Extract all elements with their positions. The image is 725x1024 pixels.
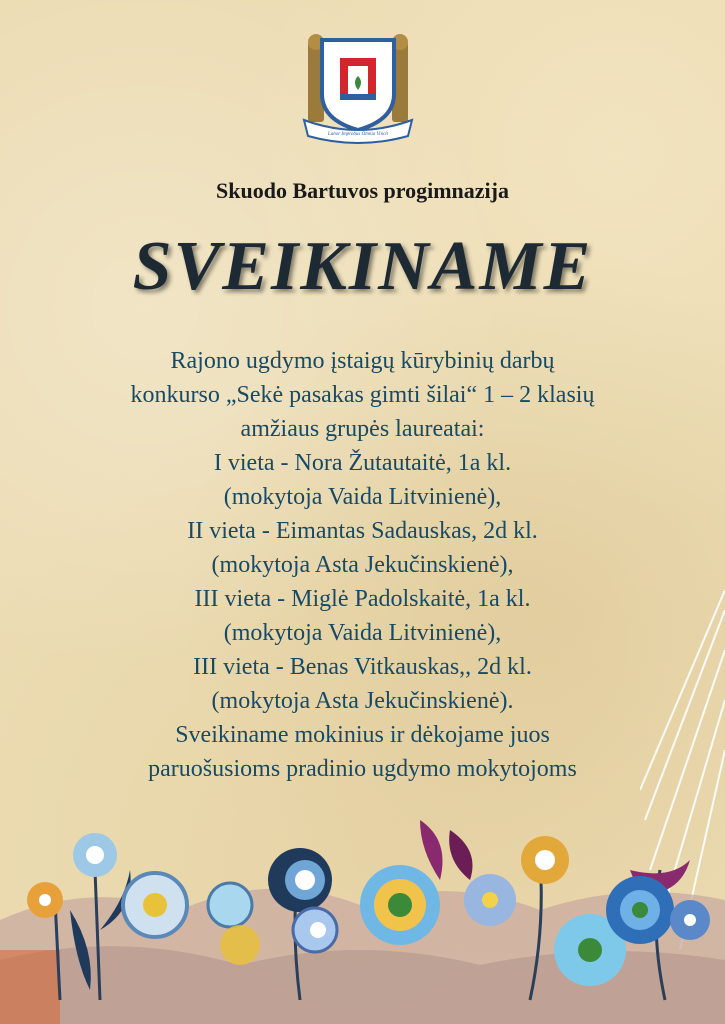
school-crest-icon: [300, 32, 416, 144]
message-line: I vieta - Nora Žutautaitė, 1a kl.: [213, 450, 512, 476]
message-line: Sveikiname mokinius ir dėkojame juos: [175, 722, 550, 748]
congratulation-message: [40, 344, 685, 786]
message-line: (mokytoja Asta Jekučinskienė),: [211, 552, 514, 578]
message-line: III vieta - Benas Vitkauskas,, 2d kl.: [193, 654, 532, 680]
message-line: paruošusioms pradinio ugdymo mokytojoms: [148, 756, 577, 782]
message-line: (mokytoja Vaida Litvinienė),: [223, 484, 502, 510]
page-headline: SVEIKINAME: [132, 228, 593, 305]
flower-border-icon: [0, 800, 725, 1024]
crest-motto: Labor Improbus Omnia Vincit: [327, 132, 389, 137]
message-line: amžiaus grupės laureatai:: [240, 416, 485, 442]
message-line: konkurso „Sekė pasakas gimti šilai“ 1 – 2 klasių: [130, 382, 595, 408]
message-line: II vieta - Eimantas Sadauskas, 2d kl.: [187, 518, 538, 544]
school-name: Skuodo Bartuvos progimnazija: [216, 178, 509, 203]
message-line: III vieta - Miglė Padolskaitė, 1a kl.: [194, 586, 531, 612]
message-line: (mokytoja Vaida Litvinienė),: [223, 620, 502, 646]
message-line: Rajono ugdymo įstaigų kūrybinių darbų: [170, 348, 555, 374]
message-line: (mokytoja Asta Jekučinskienė).: [211, 688, 514, 714]
